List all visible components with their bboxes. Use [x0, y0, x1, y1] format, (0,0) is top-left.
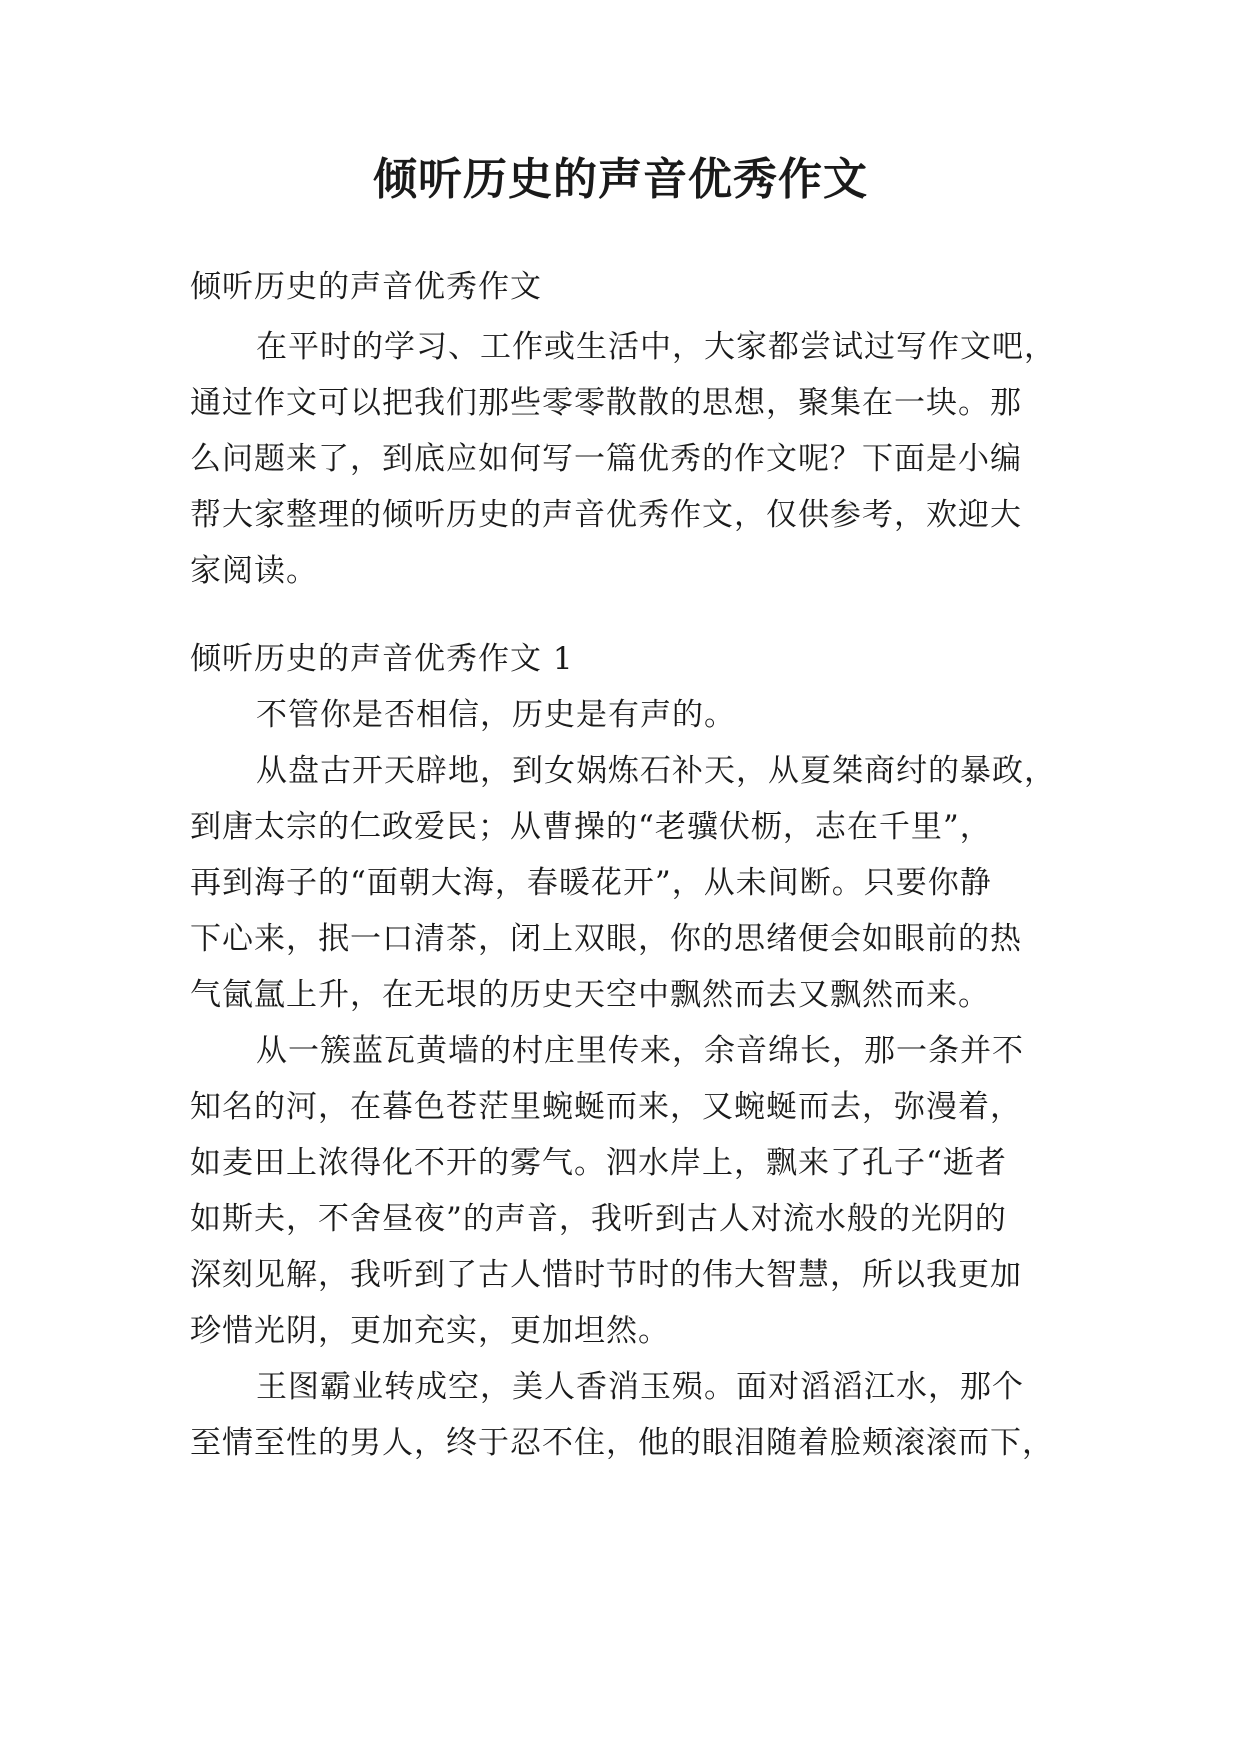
- paragraph-line: 王图霸业转成空，美人香消玉殒。面对滔滔江水，那个: [256, 1369, 1024, 1405]
- paragraph-line: 从一簇蓝瓦黄墙的村庄里传来，余音绵长，那一条并不: [256, 1033, 1024, 1069]
- paragraph-line: 如麦田上浓得化不开的雾气。泗水岸上，飘来了孔子“逝者: [190, 1145, 1007, 1181]
- paragraph-line: 在平时的学习、工作或生活中，大家都尝试过写作文吧，: [256, 329, 1056, 365]
- paragraph-line: 再到海子的“面朝大海，春暖花开”，从未间断。只要你静: [190, 865, 992, 901]
- paragraph-line: 至情至性的男人，终于忍不住，他的眼泪随着脸颊滚滚而下，: [190, 1425, 1054, 1461]
- paragraph-line: 珍惜光阴，更加充实，更加坦然。: [190, 1313, 670, 1349]
- paragraph-line: 通过作文可以把我们那些零零散散的思想，聚集在一块。那: [190, 385, 1022, 421]
- paragraph-line: 不管你是否相信，历史是有声的。: [256, 697, 736, 733]
- paragraph-line: 家阅读。: [190, 553, 318, 589]
- intro-heading: 倾听历史的声音优秀作文: [190, 269, 542, 305]
- section-heading: 倾听历史的声音优秀作文 1: [190, 641, 574, 677]
- paragraph-line: 如斯夫，不舍昼夜”的声音，我听到古人对流水般的光阴的: [190, 1201, 1007, 1237]
- paragraph-line: 下心来，抿一口清茶，闭上双眼，你的思绪便会如眼前的热: [190, 921, 1022, 957]
- paragraph-line: 到唐太宗的仁政爱民；从曹操的“老骥伏枥，志在千里”，: [190, 809, 992, 845]
- paragraph-line: 深刻见解，我听到了古人惜时节时的伟大智慧，所以我更加: [190, 1257, 1022, 1293]
- paragraph-line: 知名的河，在暮色苍茫里蜿蜒而来，又蜿蜒而去，弥漫着，: [190, 1089, 1022, 1125]
- paragraph-line: 从盘古开天辟地，到女娲炼石补天，从夏桀商纣的暴政，: [256, 753, 1056, 789]
- paragraph-line: 么问题来了，到底应如何写一篇优秀的作文呢？下面是小编: [190, 441, 1022, 477]
- document-title: 倾听历史的声音优秀作文: [373, 154, 868, 205]
- paragraph-line: 帮大家整理的倾听历史的声音优秀作文，仅供参考，欢迎大: [190, 497, 1022, 533]
- paragraph-line: 气氤氲上升，在无垠的历史天空中飘然而去又飘然而来。: [190, 977, 990, 1013]
